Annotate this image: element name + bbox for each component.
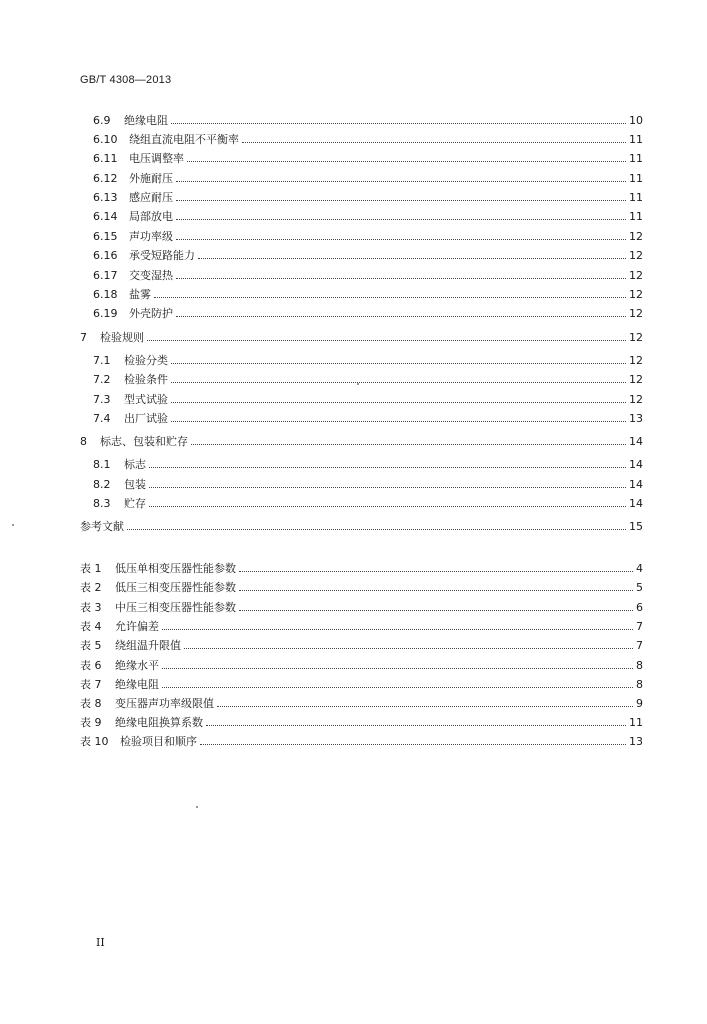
toc-entry <box>0 455 643 471</box>
entry-page-number: 13 <box>629 735 643 748</box>
dot-leader <box>154 297 626 298</box>
table-list-entry <box>0 694 643 710</box>
entry-number: 表 1 <box>80 562 102 575</box>
entry-page-number: 6 <box>636 601 643 614</box>
dot-leader <box>176 181 626 182</box>
entry-title: 外施耐压 <box>129 172 173 185</box>
toc-entry <box>0 494 643 510</box>
toc-entry <box>0 169 643 185</box>
entry-page-number: 12 <box>629 373 643 386</box>
toc-entry <box>0 149 643 165</box>
table-list-entry <box>0 578 643 594</box>
scan-speck <box>357 383 359 385</box>
entry-page-number: 10 <box>629 114 643 127</box>
dot-leader <box>217 706 633 707</box>
entry-page-number: 11 <box>629 210 643 223</box>
entry-page-number: 13 <box>629 412 643 425</box>
entry-title: 电压调整率 <box>129 152 184 165</box>
dot-leader <box>147 340 626 341</box>
entry-page-number: 12 <box>629 230 643 243</box>
entry-page-number: 11 <box>629 152 643 165</box>
entry-number: 7.4 <box>93 412 111 425</box>
entry-page-number: 14 <box>629 435 643 448</box>
dot-leader <box>171 123 626 124</box>
dot-leader <box>242 142 626 143</box>
entry-title: 允许偏差 <box>115 620 159 633</box>
toc-entry <box>0 266 643 282</box>
entry-title: 贮存 <box>124 497 146 510</box>
entry-page-number: 4 <box>636 562 643 575</box>
entry-page-number: 12 <box>629 249 643 262</box>
entry-number: 8 <box>80 435 87 448</box>
entry-title: 变压器声功率级限值 <box>115 697 214 710</box>
entry-title: 标志 <box>124 458 146 471</box>
toc-entry <box>0 227 643 243</box>
entry-title: 感应耐压 <box>129 191 173 204</box>
dot-leader <box>176 278 626 279</box>
entry-title: 绕组温升限值 <box>115 639 181 652</box>
entry-page-number: 11 <box>629 191 643 204</box>
toc-entry <box>0 207 643 223</box>
entry-number: 表 2 <box>80 581 102 594</box>
table-list-entry <box>0 559 643 575</box>
entry-page-number: 7 <box>636 620 643 633</box>
entry-page-number: 8 <box>636 659 643 672</box>
entry-number: 表 5 <box>80 639 102 652</box>
entry-title: 绝缘电阻 <box>115 678 159 691</box>
entry-page-number: 12 <box>629 307 643 320</box>
entry-number: 7.1 <box>93 354 111 367</box>
page-number: II <box>96 936 105 949</box>
dot-leader <box>149 487 626 488</box>
entry-page-number: 11 <box>629 172 643 185</box>
entry-title: 低压三相变压器性能参数 <box>115 581 236 594</box>
entry-title: 盐雾 <box>129 288 151 301</box>
entry-number: 7 <box>80 331 87 344</box>
entry-title: 检验规则 <box>100 331 144 344</box>
entry-title: 中压三相变压器性能参数 <box>115 601 236 614</box>
entry-page-number: 8 <box>636 678 643 691</box>
entry-number: 7.2 <box>93 373 111 386</box>
entry-title: 绝缘电阻 <box>124 114 168 127</box>
toc-entry <box>0 475 643 491</box>
entry-number: 6.9 <box>93 114 111 127</box>
entry-title: 标志、包装和贮存 <box>100 435 188 448</box>
dot-leader <box>149 467 626 468</box>
entry-page-number: 12 <box>629 288 643 301</box>
entry-number: 6.12 <box>93 172 118 185</box>
toc-entry <box>0 304 643 320</box>
entry-title: 型式试验 <box>124 393 168 406</box>
dot-leader <box>127 529 626 530</box>
dot-leader <box>171 382 626 383</box>
table-list-entry <box>0 732 643 748</box>
entry-page-number: 12 <box>629 393 643 406</box>
entry-title: 包装 <box>124 478 146 491</box>
dot-leader <box>176 200 626 201</box>
entry-number: 6.14 <box>93 210 118 223</box>
dot-leader <box>239 571 633 572</box>
table-list-entry <box>0 636 643 652</box>
entry-number: 6.13 <box>93 191 118 204</box>
entry-title: 外壳防护 <box>129 307 173 320</box>
dot-leader <box>176 219 626 220</box>
entry-title: 声功率级 <box>129 230 173 243</box>
entry-page-number: 12 <box>629 354 643 367</box>
entry-title: 检验条件 <box>124 373 168 386</box>
dot-leader <box>171 363 626 364</box>
toc-entry <box>0 130 643 146</box>
toc-entry <box>0 285 643 301</box>
entry-number: 6.18 <box>93 288 118 301</box>
toc-entry <box>0 409 643 425</box>
entry-page-number: 11 <box>629 133 643 146</box>
dot-leader <box>198 258 626 259</box>
dot-leader <box>171 421 626 422</box>
scan-speck <box>12 524 14 526</box>
toc-entry <box>0 328 643 344</box>
toc-entry <box>0 188 643 204</box>
dot-leader <box>184 648 633 649</box>
dot-leader <box>187 161 626 162</box>
dot-leader <box>200 744 626 745</box>
entry-number: 表 6 <box>80 659 102 672</box>
entry-page-number: 12 <box>629 331 643 344</box>
document-code: GB/T 4308—2013 <box>80 74 172 86</box>
entry-number: 8.2 <box>93 478 111 491</box>
toc-entry <box>0 432 643 448</box>
entry-title: 出厂试验 <box>124 412 168 425</box>
table-list-entry <box>0 675 643 691</box>
dot-leader <box>162 687 633 688</box>
entry-title: 绝缘电阻换算系数 <box>115 716 203 729</box>
entry-page-number: 15 <box>629 520 643 533</box>
entry-page-number: 11 <box>629 716 643 729</box>
entry-number: 6.19 <box>93 307 118 320</box>
entry-number: 表 4 <box>80 620 102 633</box>
toc-entry <box>0 370 643 386</box>
entry-title: 局部放电 <box>129 210 173 223</box>
entry-page-number: 7 <box>636 639 643 652</box>
entry-page-number: 12 <box>629 269 643 282</box>
table-list-entry <box>0 598 643 614</box>
dot-leader <box>239 610 633 611</box>
entry-title: 绕组直流电阻不平衡率 <box>129 133 239 146</box>
dot-leader <box>162 629 633 630</box>
entry-number: 6.16 <box>93 249 118 262</box>
toc-entry <box>0 111 643 127</box>
dot-leader <box>176 316 626 317</box>
table-list-entry <box>0 656 643 672</box>
entry-title: 低压单相变压器性能参数 <box>115 562 236 575</box>
toc-entry <box>0 246 643 262</box>
entry-number: 表 9 <box>80 716 102 729</box>
entry-number: 表 10 <box>80 735 109 748</box>
entry-number: 6.17 <box>93 269 118 282</box>
entry-title: 参考文献 <box>80 520 124 533</box>
entry-title: 交变湿热 <box>129 269 173 282</box>
entry-number: 6.10 <box>93 133 118 146</box>
dot-leader <box>239 590 633 591</box>
entry-number: 6.15 <box>93 230 118 243</box>
toc-entry <box>0 517 643 533</box>
entry-page-number: 14 <box>629 478 643 491</box>
dot-leader <box>176 239 626 240</box>
dot-leader <box>191 444 626 445</box>
entry-page-number: 5 <box>636 581 643 594</box>
entry-number: 表 7 <box>80 678 102 691</box>
entry-page-number: 14 <box>629 458 643 471</box>
entry-number: 表 8 <box>80 697 102 710</box>
entry-page-number: 9 <box>636 697 643 710</box>
entry-number: 表 3 <box>80 601 102 614</box>
dot-leader <box>171 402 626 403</box>
entry-number: 8.1 <box>93 458 111 471</box>
toc-entry <box>0 390 643 406</box>
entry-page-number: 14 <box>629 497 643 510</box>
dot-leader <box>149 506 626 507</box>
table-list-entry <box>0 617 643 633</box>
entry-number: 7.3 <box>93 393 111 406</box>
entry-title: 承受短路能力 <box>129 249 195 262</box>
scan-speck <box>196 806 198 808</box>
entry-title: 绝缘水平 <box>115 659 159 672</box>
dot-leader <box>206 725 626 726</box>
entry-number: 8.3 <box>93 497 111 510</box>
entry-number: 6.11 <box>93 152 118 165</box>
toc-entry <box>0 351 643 367</box>
dot-leader <box>162 668 633 669</box>
entry-title: 检验分类 <box>124 354 168 367</box>
table-list-entry <box>0 713 643 729</box>
entry-title: 检验项目和顺序 <box>120 735 197 748</box>
